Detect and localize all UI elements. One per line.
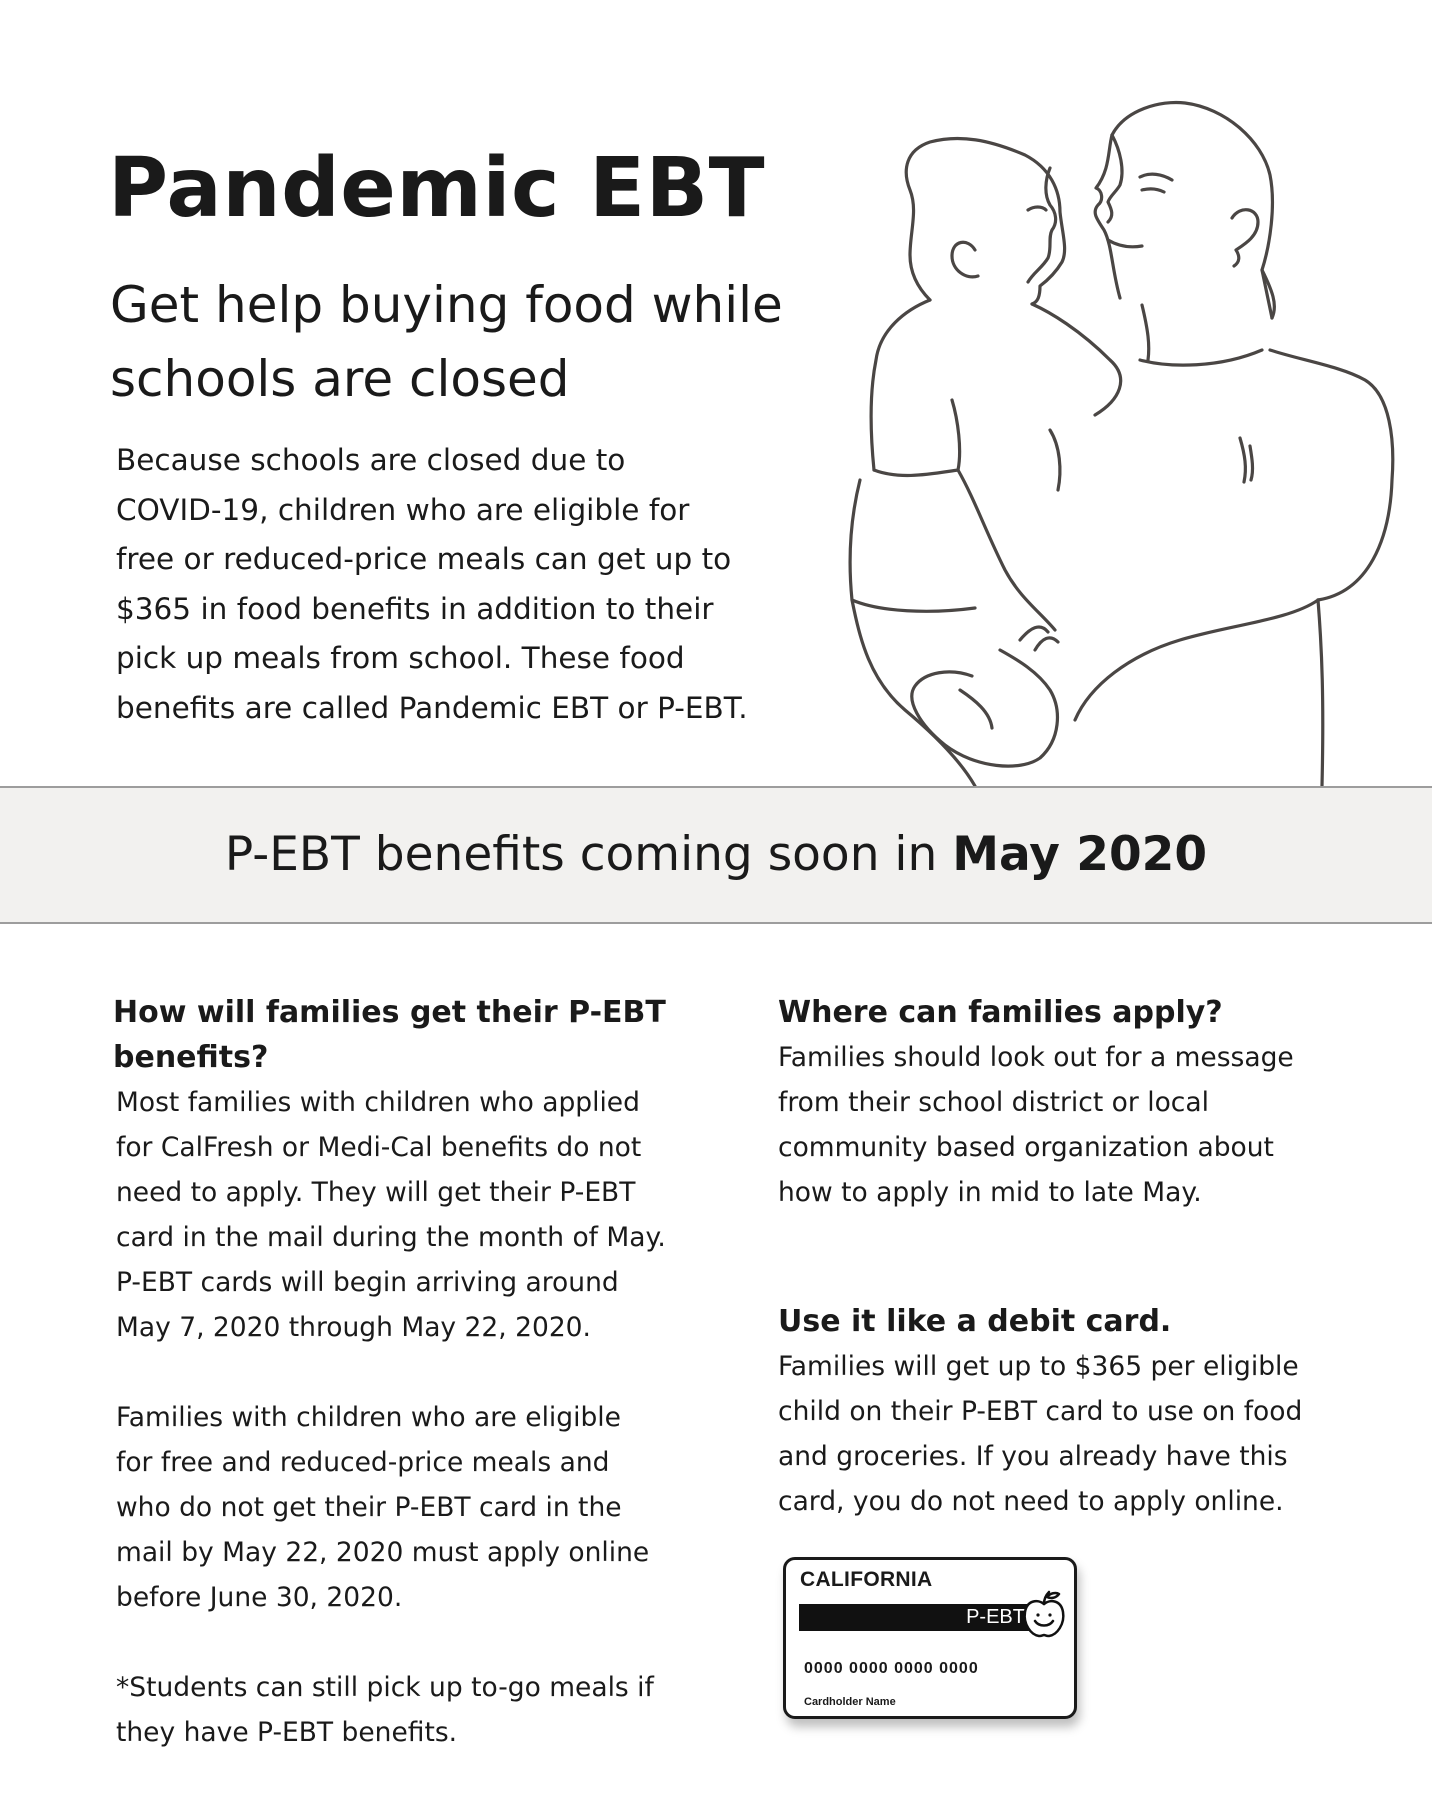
where-to-apply-section — [778, 990, 1338, 1524]
adult-mouth — [1108, 240, 1142, 247]
subtitle-line-2: schools are closed — [110, 350, 570, 408]
adult-neck — [1142, 270, 1274, 360]
how-families-get-benefits-section — [113, 990, 673, 1755]
child-back — [871, 300, 930, 470]
smiling-apple-icon — [1020, 1588, 1068, 1640]
child-shoulder — [1032, 304, 1121, 415]
paragraph-line: Most families with children who applied — [116, 1087, 640, 1118]
paragraph-line: community based organization about — [778, 1132, 1274, 1163]
banner-text: P-EBT benefits coming soon in — [224, 827, 953, 882]
adult-hand — [912, 650, 1058, 766]
delivery-paragraph — [113, 1080, 673, 1350]
child-arm — [958, 470, 1055, 630]
paragraph-line: how to apply in mid to late May. — [778, 1177, 1202, 1208]
pebt-card-image — [783, 1557, 1077, 1719]
banner-date: May 2020 — [952, 827, 1208, 882]
intro-line: free or reduced-price meals can get up to — [116, 542, 732, 576]
intro-line: $365 in food benefits in addition to their — [116, 591, 714, 626]
apply-paragraph — [778, 1035, 1338, 1215]
parent-holding-child-illustration — [840, 90, 1410, 786]
paragraph-line: card in the mail during the month of May. — [116, 1222, 666, 1253]
section-heading: Where can families apply? — [778, 995, 1223, 1030]
adult-arm — [1075, 600, 1318, 720]
adult-shoulder — [1270, 350, 1393, 600]
paragraph-line: who do not get their P-EBT card in the — [116, 1492, 622, 1523]
adult-thumb — [960, 690, 992, 728]
child-eye — [1028, 207, 1046, 210]
paragraph-line: May 7, 2020 through May 22, 2020. — [116, 1312, 591, 1343]
card-number: 0000 0000 0000 0000 — [804, 1660, 979, 1677]
paragraph-line: mail by May 22, 2020 must apply online — [116, 1537, 650, 1568]
child-sleeve — [874, 400, 960, 475]
paragraph-line: need to apply. They will get their P-EBT — [116, 1177, 636, 1208]
subtitle-line-1: Get help buying food while — [110, 276, 783, 334]
paragraph-line: P-EBT cards will begin arriving around — [116, 1267, 619, 1298]
paragraph-line: for CalFresh or Medi-Cal benefits do not — [116, 1132, 642, 1163]
child-head-outline — [906, 138, 1064, 304]
paragraph-line: card, you do not need to apply online. — [778, 1486, 1284, 1517]
adult-sleeve-fold — [1240, 438, 1253, 482]
paragraph-line: they have P-EBT benefits. — [116, 1717, 458, 1748]
paragraph-line: from their school district or local — [778, 1087, 1209, 1118]
paragraph-line: and groceries. If you already have this — [778, 1441, 1288, 1472]
paragraph-line: Families should look out for a message — [778, 1042, 1294, 1073]
paragraph-line: before June 30, 2020. — [116, 1582, 403, 1613]
paragraph-line: Families with children who are eligible — [116, 1402, 621, 1433]
intro-line: Because schools are closed due to — [116, 443, 626, 477]
heading-line: benefits? — [113, 1040, 269, 1075]
subtitle — [110, 268, 810, 416]
page-title: Pandemic EBT — [108, 141, 766, 236]
child-face-profile — [1028, 168, 1056, 282]
debit-card-paragraph — [778, 1344, 1338, 1524]
adult-collar — [1140, 350, 1262, 365]
paragraph-line: Families will get up to $365 per eligible — [778, 1351, 1299, 1382]
adult-eye — [1142, 189, 1164, 192]
card-stripe — [799, 1604, 1039, 1631]
intro-line: benefits are called Pandemic EBT or P-EBT. — [116, 690, 748, 725]
paragraph-line: for free and reduced-price meals and — [116, 1447, 610, 1478]
paragraph-line: *Students can still pick up to-go meals if — [116, 1672, 654, 1703]
section-heading: Use it like a debit card. — [778, 1304, 1172, 1339]
meals-note — [113, 1665, 673, 1755]
section-heading — [113, 990, 673, 1080]
adult-eyebrow — [1140, 174, 1172, 180]
child-hand — [1020, 627, 1058, 650]
intro-paragraph — [116, 436, 766, 733]
child-ear — [952, 242, 978, 277]
child-shirt-fold — [1050, 430, 1060, 490]
adult-ear — [1232, 210, 1258, 266]
intro-line: COVID-19, children who are eligible for — [116, 492, 690, 527]
child-shirt-hem — [850, 480, 975, 611]
card-program-label: P-EBT — [966, 1606, 1025, 1628]
intro-line: pick up meals from school. These food — [116, 641, 685, 675]
apply-online-paragraph — [113, 1395, 673, 1620]
heading-line: How will families get their P-EBT — [113, 995, 666, 1030]
card-state-label: CALIFORNIA — [800, 1568, 933, 1591]
adult-torso-side — [1318, 600, 1323, 786]
cardholder-name: Cardholder Name — [804, 1696, 896, 1708]
paragraph-line: child on their P-EBT card to use on food — [778, 1396, 1303, 1427]
coming-soon-banner — [0, 786, 1432, 924]
